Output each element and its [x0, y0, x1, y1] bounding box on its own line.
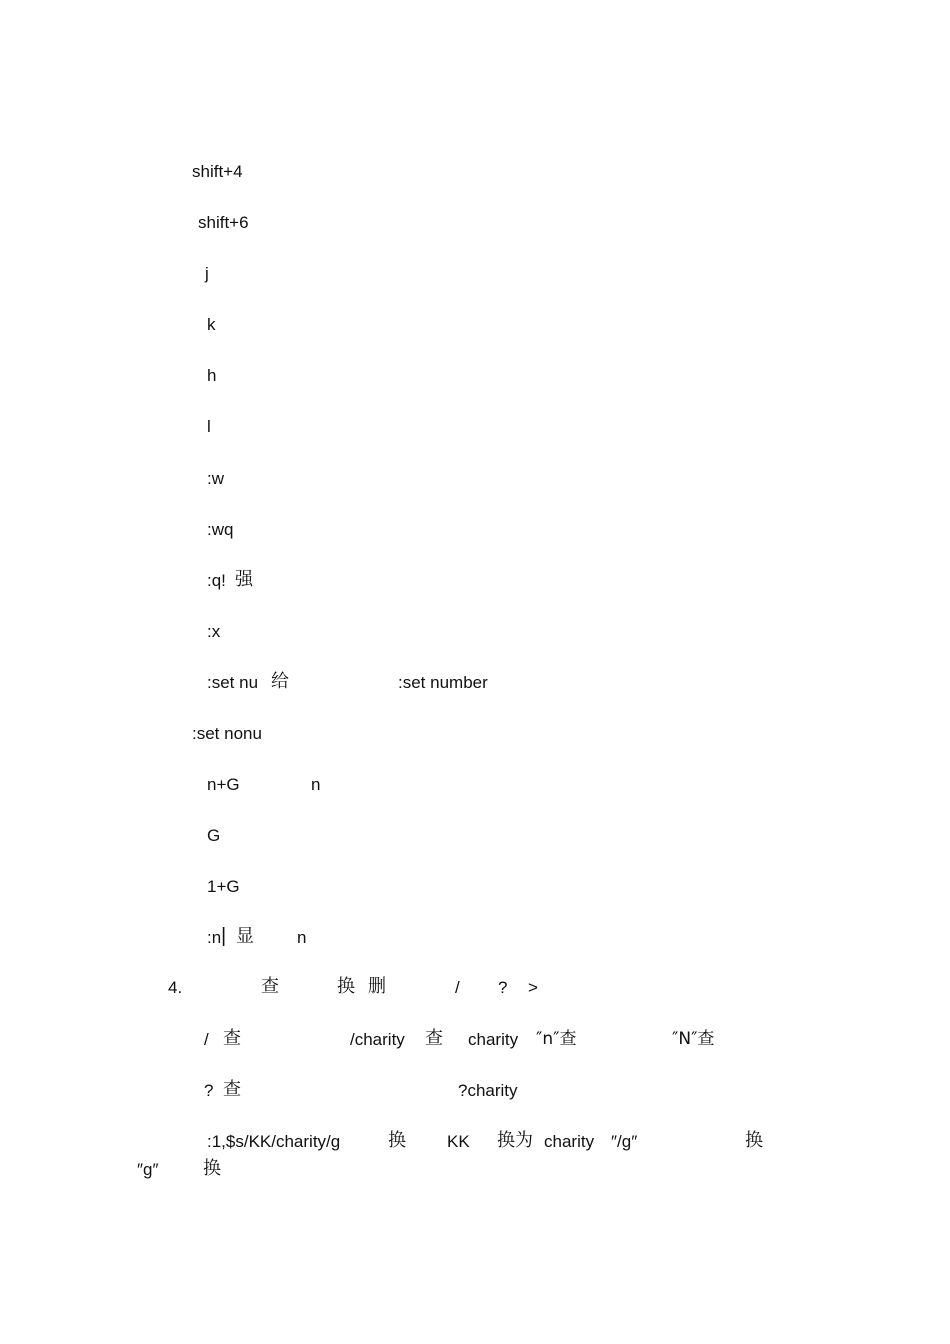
line-w: :w	[207, 469, 224, 488]
slash-line-find-zh-2: 查	[425, 1028, 443, 1049]
section-replace-zh: 换	[337, 976, 355, 997]
section-find-zh: 查	[261, 976, 279, 997]
slash-line-N-prev: ″N″查	[672, 1029, 715, 1049]
line-set-nu-zh: 给	[271, 671, 289, 692]
line-g: G	[207, 826, 221, 845]
line-q-force: :q!	[207, 571, 226, 590]
replace-line-g-flag: ″/g″	[611, 1132, 638, 1151]
question-line-find-zh: 查	[223, 1079, 241, 1100]
replace-line-replace-zh-2: 换	[745, 1130, 763, 1151]
line-set-number: :set number	[398, 673, 488, 692]
line-1-g: 1+G	[207, 877, 240, 896]
section-delete-zh: 删	[368, 976, 386, 997]
line-n-show-n: n	[297, 928, 307, 947]
section-number: 4.	[168, 978, 183, 997]
section-gt: >	[528, 978, 538, 997]
line-l: l	[207, 417, 211, 436]
replace-line-cmd: :1,$s/KK/charity/g	[207, 1132, 341, 1151]
line-j: j	[205, 264, 209, 283]
line-n: :n	[207, 928, 222, 947]
replace-line-g-quote: ″g″	[137, 1160, 159, 1179]
replace-line-replace-zh: 换	[388, 1130, 406, 1151]
text-cursor: |	[221, 925, 227, 947]
line-n-g-n: n	[311, 775, 321, 794]
replace-line-to: charity	[544, 1132, 595, 1151]
line-x: :x	[207, 622, 221, 641]
line-set-nu: :set nu	[207, 673, 259, 692]
question-line-mark: ?	[204, 1081, 214, 1100]
replace-line-replace-zh-3: 换	[203, 1158, 221, 1179]
line-shift-6: shift+6	[198, 213, 249, 232]
section-slash: /	[455, 978, 460, 997]
replace-line-replace-as: 换为	[497, 1130, 533, 1151]
slash-line-n-next: ″n″查	[536, 1029, 577, 1049]
line-set-nonu: :set nonu	[192, 724, 262, 743]
line-q-force-zh: 强	[235, 569, 253, 590]
slash-line-find-zh: 查	[223, 1028, 241, 1049]
slash-line-cmd: /charity	[350, 1030, 405, 1049]
replace-line-from: KK	[447, 1132, 470, 1151]
line-h: h	[207, 366, 217, 385]
slash-line-word: charity	[468, 1030, 519, 1049]
question-line-cmd: ?charity	[458, 1081, 518, 1100]
line-wq: :wq	[207, 520, 234, 539]
line-k: k	[207, 315, 216, 334]
section-question: ?	[498, 978, 508, 997]
line-n-g: n+G	[207, 775, 240, 794]
line-shift-4: shift+4	[192, 162, 243, 181]
slash-line-slash: /	[204, 1030, 209, 1049]
line-n-show-zh: 显	[236, 926, 254, 947]
